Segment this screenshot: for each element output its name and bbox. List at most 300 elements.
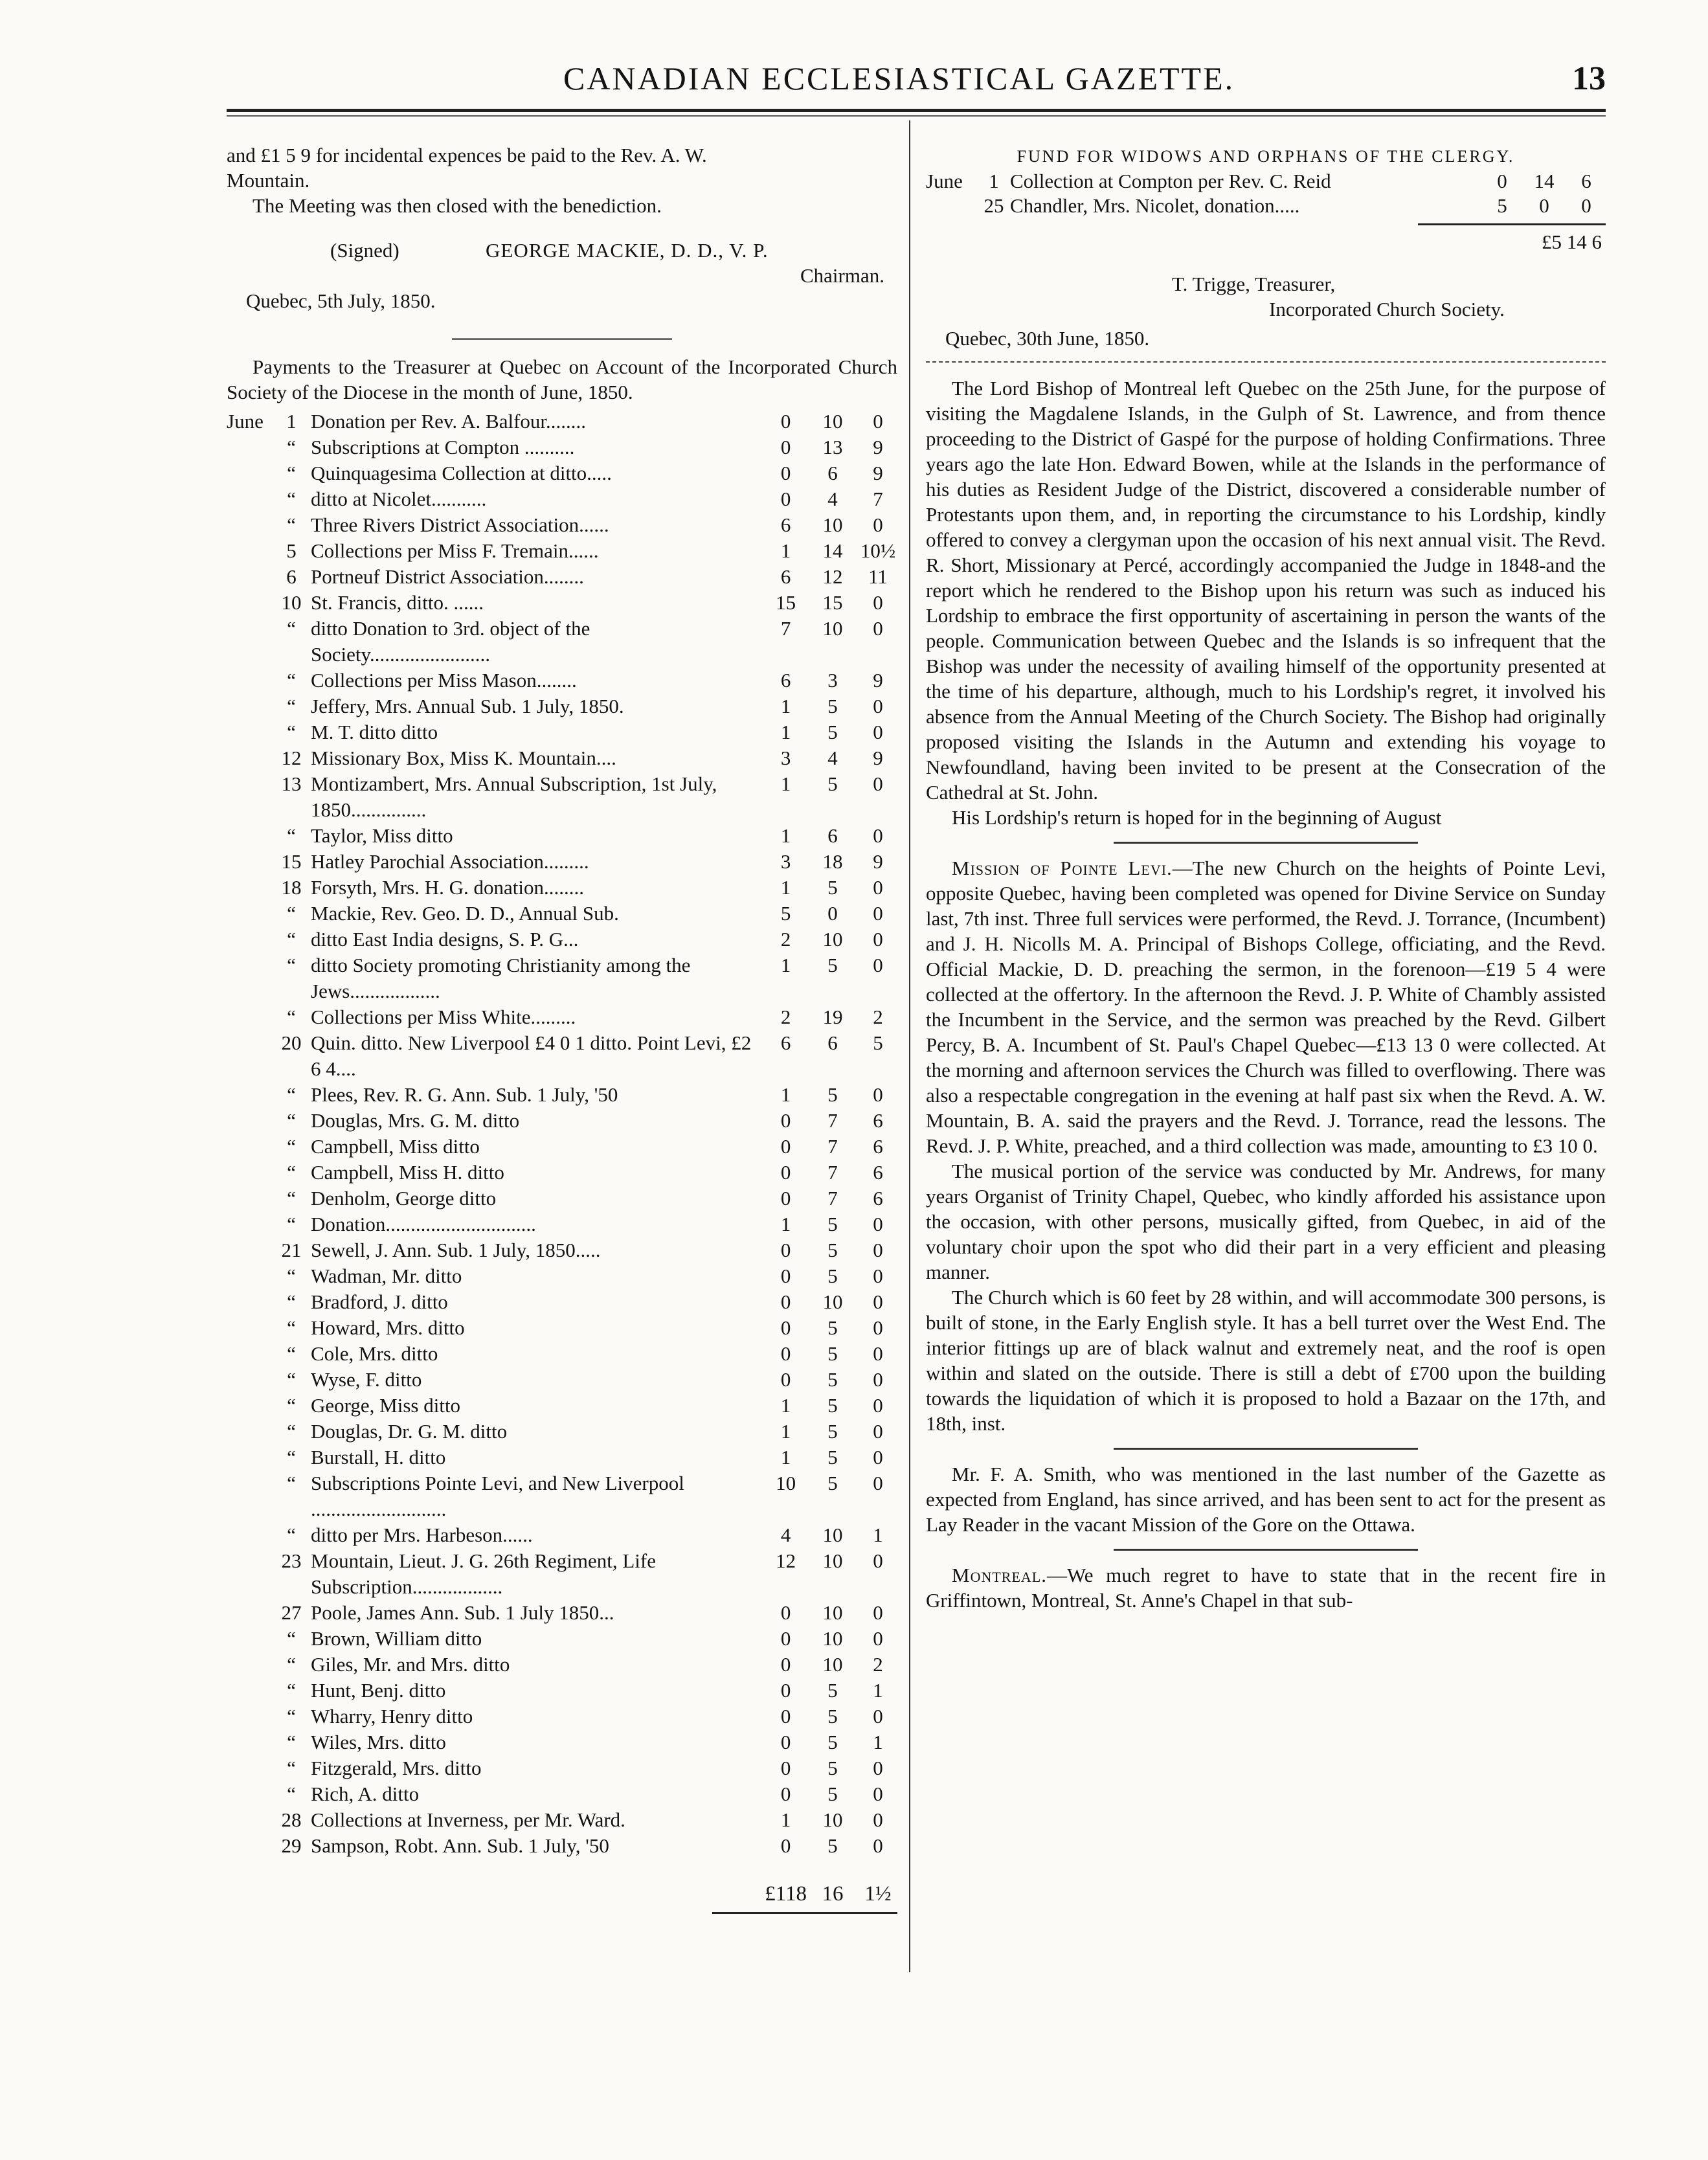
ledger-pounds: 0 xyxy=(780,1316,791,1339)
ledger-shillings: 5 xyxy=(827,1783,838,1805)
ledger-row xyxy=(227,1729,897,1755)
ledger-day: 29 xyxy=(281,1834,302,1857)
ledger-month xyxy=(227,1030,272,1082)
ledger-shillings: 5 xyxy=(827,1757,838,1779)
ledger-description: Donation per Rev. A. Balfour........ xyxy=(311,410,587,433)
ledger-month xyxy=(227,901,272,927)
ledger-day: “ xyxy=(287,1342,296,1365)
ledger-pounds: 1 xyxy=(780,1808,791,1831)
levi-body: —The new Church on the heights of Pointe Levi, opposite Quebec, having been completed was opened for Divine Service on Sunday last, 7th inst. Three full services were performed, the Revd. J. Torrance, (Incumbent) and J. H. Nicolls M. A. Principal of Bishops College, officiating, and the Revd. Official Mackie, D. D. preaching the sermon, in the forenoon—£19 5 4 were collected at the offertory. In the afternoon the Revd. J. P. White of Chambly assisted the Incumbent in the Service, and the sermon was preached by the Revd. Gilbert Percy, B. A. Incumbent of St. Paul's Chapel Quebec—£13 13 0 were collected. At the morning and afternoon services the Church was filled to overflowing. There was also a respectable congregation in the evening at half past six when the Revd. A. W. Mountain, B. A. said the prayers and the Revd. J. Torrance, read the lessons. The Revd. J. P. White, preached, and a third collection was made, amounting to £3 10 0. xyxy=(926,857,1606,1157)
ledger-month xyxy=(227,1807,272,1833)
ledger-shillings: 5 xyxy=(827,1731,838,1753)
ledger-row xyxy=(227,1134,897,1160)
fund-description: Collection at Compton per Rev. C. Reid xyxy=(1010,170,1331,192)
ledger-shillings: 13 xyxy=(822,436,843,458)
ledger-pounds: 1 xyxy=(780,1446,791,1468)
ledger-row xyxy=(227,1470,897,1522)
ledger-month xyxy=(227,486,272,512)
ledger-row xyxy=(227,823,897,849)
fund-day: 25 xyxy=(983,194,1004,217)
ledger-description: Sampson, Robt. Ann. Sub. 1 July, '50 xyxy=(311,1834,609,1857)
ledger-row xyxy=(227,719,897,745)
ledger-row xyxy=(227,1652,897,1678)
ledger-pence: 0 xyxy=(873,928,883,951)
ledger-shillings: 10 xyxy=(822,410,843,433)
ledger-shillings: 5 xyxy=(827,1368,838,1391)
ledger-month xyxy=(227,952,272,1004)
ledger-pence: 0 xyxy=(873,1757,883,1779)
ledger-pounds: 0 xyxy=(780,410,791,433)
ledger-shillings: 0 xyxy=(827,902,838,925)
ledger-pounds: 1 xyxy=(780,876,791,899)
ledger-row xyxy=(227,1548,897,1600)
ledger-day: “ xyxy=(287,1627,296,1650)
ledger-shillings: 10 xyxy=(822,1290,843,1313)
ledger-month xyxy=(227,460,272,486)
ledger-pounds: 0 xyxy=(780,1109,791,1132)
ledger-day: 18 xyxy=(281,876,302,899)
ledger-pounds: 7 xyxy=(780,617,791,640)
ledger-row xyxy=(227,1108,897,1134)
ledger-pounds: 6 xyxy=(780,513,791,536)
ledger-shillings: 12 xyxy=(822,565,843,588)
ledger-shillings: 5 xyxy=(827,1705,838,1727)
ledger-description: ditto per Mrs. Harbeson...... xyxy=(311,1524,533,1546)
ledger-pence: 10½ xyxy=(860,539,896,562)
ledger-shillings: 7 xyxy=(827,1187,838,1209)
ledger-pounds: 0 xyxy=(780,1653,791,1676)
ledger-pounds: 12 xyxy=(776,1549,796,1572)
ledger-row xyxy=(227,409,897,434)
ledger-row xyxy=(227,668,897,693)
ledger-month xyxy=(227,1237,272,1263)
ledger-description: Wharry, Henry ditto xyxy=(311,1705,473,1727)
ledger-pence: 6 xyxy=(873,1135,883,1158)
ledger-shillings: 3 xyxy=(827,669,838,692)
ledger-description: Collections per Miss F. Tremain...... xyxy=(311,539,599,562)
ledger-description: Quinquagesima Collection at ditto..... xyxy=(311,462,612,484)
ledger-description: Bradford, J. ditto xyxy=(311,1290,448,1313)
ledger-day: “ xyxy=(287,1368,296,1391)
ledger-pounds: 6 xyxy=(780,669,791,692)
ledger-day: “ xyxy=(287,1420,296,1443)
ledger-pounds: 0 xyxy=(780,1757,791,1779)
ledger-day: 6 xyxy=(286,565,297,588)
ledger-month xyxy=(227,1704,272,1729)
ledger-description: Collections at Inverness, per Mr. Ward. xyxy=(311,1808,625,1831)
ledger-shillings: 5 xyxy=(827,772,838,795)
ledger-pence: 11 xyxy=(868,565,888,588)
ledger-pence: 0 xyxy=(873,1083,883,1106)
ledger-description: Fitzgerald, Mrs. ditto xyxy=(311,1757,482,1779)
ledger-month xyxy=(227,1134,272,1160)
ledger-row xyxy=(227,927,897,952)
ledger-pounds: 6 xyxy=(780,565,791,588)
header-rule xyxy=(227,109,1606,112)
ledger-pence: 0 xyxy=(873,954,883,976)
ledger-day: “ xyxy=(287,1109,296,1132)
ledger-description: Giles, Mr. and Mrs. ditto xyxy=(311,1653,510,1676)
ledger-total-row xyxy=(227,1859,897,1907)
fund-row xyxy=(926,194,1606,218)
ledger-pence: 0 xyxy=(873,772,883,795)
ledger-description: Poole, James Ann. Sub. 1 July 1850... xyxy=(311,1601,614,1624)
intro-line-2: Mountain. xyxy=(227,169,310,192)
ledger-pounds: 1 xyxy=(780,1083,791,1106)
ledger-row xyxy=(227,1160,897,1186)
ledger-row xyxy=(227,1030,897,1082)
ledger-month xyxy=(227,1367,272,1393)
ledger-pence: 6 xyxy=(873,1161,883,1184)
section-rule xyxy=(1114,1549,1418,1551)
ledger-day: 10 xyxy=(281,591,302,614)
bishop-paragraph: The Lord Bishop of Montreal left Quebec on the 25th June, for the purpose of visiting the Magdalene Islands, in the Gulph of St. Lawrence, and from thence proceeding to the District of Gaspé for the purpose of holding Confirmations. Three years ago the late Hon. Edward Bowen, while at the Islands in the performance of his duties as Resident Judge of the District, discovered a considerable number of Protestants upon them, and, in reporting the circumstance to his Lordship, kindly offered to convey a clergyman upon the occasion of his next annual visit. The Revd. R. Short, Missionary at Percé, accordingly accompanied the Judge in 1848-and the report which he rendered to the Bishop upon his return was such as induced his Lordship to embrace the first opportunity of ascertaining in person the wants of the people. Communication between Quebec and the Islands is so infrequent that the Bishop was under the necessity of availing himself of the opportunity presented at the time of his departure, although, much to his Lordship's regret, it involved his absence from the Annual Meeting of the Church Society. The Bishop had originally proposed visiting the Islands in the Autumn and extending his voyage to Newfoundland, having been invited to be present at the Consecration of the Cathedral at St. John. xyxy=(926,377,1606,804)
ledger-pounds: 2 xyxy=(780,928,791,951)
ledger-row xyxy=(227,1781,897,1807)
ledger-day: “ xyxy=(287,488,296,510)
ledger-row xyxy=(227,1315,897,1341)
ledger-shillings: 5 xyxy=(827,1394,838,1417)
ledger-description: Three Rivers District Association...... xyxy=(311,513,609,536)
ledger-day: 28 xyxy=(281,1808,302,1831)
total-pence: 1½ xyxy=(864,1882,892,1906)
ledger-row xyxy=(227,849,897,875)
place-date: Quebec, 5th July, 1850. xyxy=(246,289,436,312)
ledger-pence: 1 xyxy=(873,1731,883,1753)
ledger-shillings: 4 xyxy=(827,747,838,769)
ledger-description: George, Miss ditto xyxy=(311,1394,461,1417)
ledger-month xyxy=(227,1211,272,1237)
intro-line: and £1 5 9 for incidental expences be paid to the Rev. A. W. xyxy=(227,144,707,166)
ledger-day: “ xyxy=(287,1316,296,1339)
ledger-pounds: 0 xyxy=(780,488,791,510)
ledger-month xyxy=(227,1729,272,1755)
ledger-pounds: 1 xyxy=(780,695,791,717)
page-number: 13 xyxy=(1572,60,1606,97)
fund-shillings: 0 xyxy=(1539,194,1549,217)
ledger-month xyxy=(227,1341,272,1367)
ledger-pounds: 1 xyxy=(780,1213,791,1235)
ledger-month xyxy=(227,693,272,719)
ledger-month xyxy=(227,538,272,564)
total-rule xyxy=(712,1912,897,1914)
ledger-pounds: 0 xyxy=(780,1368,791,1391)
ledger-pounds: 0 xyxy=(780,1342,791,1365)
header-rule-thin xyxy=(227,115,1606,117)
ledger-row xyxy=(227,486,897,512)
ledger-day: “ xyxy=(287,1705,296,1727)
ledger-pence: 0 xyxy=(873,902,883,925)
ledger-row xyxy=(227,1755,897,1781)
ledger-month xyxy=(227,1263,272,1289)
ledger-row xyxy=(227,1211,897,1237)
fund-pounds: 0 xyxy=(1497,170,1507,192)
ledger-description: Subscriptions Pointe Levi, and New Liverpool ........................... xyxy=(311,1472,684,1520)
ledger-month xyxy=(227,1470,272,1522)
ledger-description: M. T. ditto ditto xyxy=(311,721,438,743)
ledger-shillings: 10 xyxy=(822,1808,843,1831)
section-rule xyxy=(1114,1448,1418,1450)
ledger-description: Missionary Box, Miss K. Mountain.... xyxy=(311,747,616,769)
ledger-shillings: 5 xyxy=(827,1834,838,1857)
ledger-shillings: 10 xyxy=(822,617,843,640)
ledger-shillings: 5 xyxy=(827,721,838,743)
ledger-shillings: 4 xyxy=(827,488,838,510)
ledger-pence: 0 xyxy=(873,1627,883,1650)
ledger-description: Hatley Parochial Association......... xyxy=(311,850,589,873)
ledger-day: “ xyxy=(287,1083,296,1106)
ledger-description: Quin. ditto. New Liverpool £4 0 1 ditto. Point Levi, £2 6 4.... xyxy=(311,1031,752,1080)
ledger-pounds: 0 xyxy=(780,1161,791,1184)
ledger-pounds: 0 xyxy=(780,1239,791,1261)
ledger-month xyxy=(227,434,272,460)
ledger-pounds: 0 xyxy=(780,436,791,458)
ledger-day: “ xyxy=(287,462,296,484)
ledger-month xyxy=(227,1548,272,1600)
ledger-pence: 0 xyxy=(873,1446,883,1468)
treasurer-block xyxy=(926,271,1606,351)
ledger-day: 27 xyxy=(281,1601,302,1624)
ledger-month xyxy=(227,823,272,849)
ledger-shillings: 10 xyxy=(822,1601,843,1624)
ledger-description: St. Francis, ditto. ...... xyxy=(311,591,484,614)
ledger-description: Denholm, George ditto xyxy=(311,1187,497,1209)
ledger-pounds: 3 xyxy=(780,850,791,873)
ledger-day: “ xyxy=(287,902,296,925)
ledger-description: Subscriptions at Compton .......... xyxy=(311,436,575,458)
ledger-description: Portneuf District Association........ xyxy=(311,565,584,588)
fund-ledger xyxy=(926,169,1606,218)
ledger-month xyxy=(227,1108,272,1134)
total-shillings: 16 xyxy=(822,1882,844,1906)
ledger-month xyxy=(227,771,272,823)
ledger-month xyxy=(227,1522,272,1548)
ledger-row xyxy=(227,1704,897,1729)
ledger-pounds: 4 xyxy=(780,1524,791,1546)
ledger-description: Rich, A. ditto xyxy=(311,1783,420,1805)
ledger-row xyxy=(227,1678,897,1704)
ledger-month xyxy=(227,564,272,590)
ledger-pence: 0 xyxy=(873,1368,883,1391)
ledger-day: “ xyxy=(287,617,296,640)
ledger-shillings: 5 xyxy=(827,1239,838,1261)
ledger-pence: 0 xyxy=(873,1601,883,1624)
ledger-pounds: 0 xyxy=(780,1705,791,1727)
ledger-pence: 0 xyxy=(873,1808,883,1831)
ledger-day: 1 xyxy=(286,410,297,433)
ledger-pounds: 15 xyxy=(776,591,796,614)
ledger-description: Brown, William ditto xyxy=(311,1627,482,1650)
ledger-pounds: 0 xyxy=(780,1135,791,1158)
ledger-row xyxy=(227,1263,897,1289)
ledger-shillings: 6 xyxy=(827,824,838,847)
ledger-month xyxy=(227,1652,272,1678)
ledger-month xyxy=(227,849,272,875)
ledger-row xyxy=(227,693,897,719)
ledger-shillings: 10 xyxy=(822,513,843,536)
ledger-row xyxy=(227,1004,897,1030)
ledger-pounds: 3 xyxy=(780,747,791,769)
music-paragraph: The musical portion of the service was conducted by Mr. Andrews, for many years Organist of Trinity Chapel, Quebec, who kindly afforded his assistance upon the occasion, with other persons, musically gifted, from Quebec, in aid of the voluntary choir upon the spot who did their part in a very efficient and pleasing manner. xyxy=(926,1160,1606,1283)
ledger-row xyxy=(227,512,897,538)
ledger-shillings: 7 xyxy=(827,1109,838,1132)
ledger-shillings: 6 xyxy=(827,1031,838,1054)
ledger-pence: 0 xyxy=(873,1783,883,1805)
ledger-day: “ xyxy=(287,1006,296,1028)
treasurer-org: Incorporated Church Society. xyxy=(1269,298,1505,321)
ledger-shillings: 18 xyxy=(822,850,843,873)
signed-role: Chairman. xyxy=(800,264,884,287)
left-column xyxy=(227,142,897,1914)
ledger-description: Mountain, Lieut. J. G. 26th Regiment, Life Subscription.................. xyxy=(311,1549,656,1598)
ledger-pence: 0 xyxy=(873,1290,883,1313)
fund-month: June xyxy=(926,170,963,192)
ledger-row xyxy=(227,1419,897,1445)
ledger-row xyxy=(227,1626,897,1652)
ledger-shillings: 6 xyxy=(827,462,838,484)
ledger-pence: 6 xyxy=(873,1109,883,1132)
ledger-description: Montizambert, Mrs. Annual Subscription, 1st July, 1850............... xyxy=(311,772,717,821)
ledger-pence: 9 xyxy=(873,850,883,873)
smith-paragraph: Mr. F. A. Smith, who was mentioned in the last number of the Gazette as expected from England, has since arrived, and has been sent to act for the present as Lay Reader in the vacant Mission of the Gore on the Ottawa. xyxy=(926,1463,1606,1536)
ledger-day: “ xyxy=(287,1524,296,1546)
closing-line: The Meeting was then closed with the benediction. xyxy=(253,194,662,217)
ledger-description: Campbell, Miss ditto xyxy=(311,1135,480,1158)
ledger-description: Wiles, Mrs. ditto xyxy=(311,1731,446,1753)
signature-line xyxy=(227,238,897,263)
ledger-description: Taylor, Miss ditto xyxy=(311,824,453,847)
treasurer-name: T. Trigge, Treasurer, xyxy=(1172,273,1336,295)
ledger-row xyxy=(227,1393,897,1419)
levi-heading: Mission of Pointe Levi. xyxy=(952,857,1173,879)
ledger-day: “ xyxy=(287,1394,296,1417)
ledger-shillings: 5 xyxy=(827,1213,838,1235)
ledger-row xyxy=(227,875,897,901)
ledger-day: “ xyxy=(287,1757,296,1779)
ledger-month xyxy=(227,1626,272,1652)
ledger-day: “ xyxy=(287,1446,296,1468)
fund-rule xyxy=(1418,223,1606,225)
ledger-description: ditto Donation to 3rd. object of the Society........................ xyxy=(311,617,590,666)
fund-row xyxy=(926,169,1606,194)
payments-heading: Payments to the Treasurer at Quebec on Account of the Incorporated Church Society of the Diocese in the month of June, 1850. xyxy=(227,355,897,403)
ledger-row xyxy=(227,1445,897,1470)
section-rule xyxy=(1114,842,1418,844)
ledger-description: Burstall, H. ditto xyxy=(311,1446,446,1468)
ledger-pounds: 0 xyxy=(780,1834,791,1857)
ledger-pounds: 1 xyxy=(780,772,791,795)
ledger-pounds: 5 xyxy=(780,902,791,925)
ledger-month xyxy=(227,1600,272,1626)
ledger-day: “ xyxy=(287,513,296,536)
ledger-pounds: 0 xyxy=(780,1627,791,1650)
ledger-shillings: 10 xyxy=(822,1627,843,1650)
ledger-day: “ xyxy=(287,1161,296,1184)
ledger-pounds: 1 xyxy=(780,1394,791,1417)
ledger-day: “ xyxy=(287,1783,296,1805)
ledger-description: Campbell, Miss H. ditto xyxy=(311,1161,504,1184)
ledger-month xyxy=(227,1004,272,1030)
ledger-day: “ xyxy=(287,954,296,976)
right-column xyxy=(926,142,1606,1613)
ledger-month xyxy=(227,512,272,538)
ledger-month xyxy=(227,1186,272,1211)
ledger-month xyxy=(227,1678,272,1704)
ledger-month xyxy=(227,590,272,616)
ledger-pence: 0 xyxy=(873,876,883,899)
signed-label: (Signed) xyxy=(330,239,399,262)
ledger-day: “ xyxy=(287,1679,296,1702)
ledger-pence: 9 xyxy=(873,462,883,484)
ledger-pence: 0 xyxy=(873,721,883,743)
ledger-pounds: 0 xyxy=(780,1265,791,1287)
montreal-heading: Montreal. xyxy=(952,1564,1047,1586)
ledger-row xyxy=(227,771,897,823)
ledger-pence: 9 xyxy=(873,747,883,769)
ledger-pence: 0 xyxy=(873,1394,883,1417)
ledger-day: “ xyxy=(287,669,296,692)
ledger-row xyxy=(227,434,897,460)
ledger-description: Donation.............................. xyxy=(311,1213,536,1235)
ledger-description: Collections per Miss Mason........ xyxy=(311,669,577,692)
ledger-row xyxy=(227,1833,897,1859)
ledger-pounds: 0 xyxy=(780,1783,791,1805)
church-paragraph: The Church which is 60 feet by 28 within, and will accommodate 300 persons, is built of stone, in the Early English style. It has a bell turret over the West End. The interior fittings up are of black walnut and extremely neat, and the roof is open within and slated on the outside. There is still a debt of £700 upon the building towards the liquidation of which it is proposed to hold a Bazaar on the 17th, and 18th, inst. xyxy=(926,1286,1606,1435)
ledger-description: Forsyth, Mrs. H. G. donation........ xyxy=(311,876,584,899)
ledger-description: ditto at Nicolet........... xyxy=(311,488,487,510)
ledger-month xyxy=(227,1289,272,1315)
ledger-pence: 1 xyxy=(873,1524,883,1546)
ledger-shillings: 10 xyxy=(822,928,843,951)
ledger-description: Sewell, J. Ann. Sub. 1 July, 1850..... xyxy=(311,1239,601,1261)
ledger-row xyxy=(227,460,897,486)
ledger-pence: 9 xyxy=(873,669,883,692)
ledger-pounds: 1 xyxy=(780,1420,791,1443)
ledger-month xyxy=(227,927,272,952)
ledger-pence: 0 xyxy=(873,1420,883,1443)
ledger-shillings: 5 xyxy=(827,1472,838,1494)
ledger-pounds: 0 xyxy=(780,1601,791,1624)
ledger-description: Collections per Miss White......... xyxy=(311,1006,576,1028)
ledger-pence: 0 xyxy=(873,1834,883,1857)
fund-pounds: 5 xyxy=(1497,194,1507,217)
fund-description: Chandler, Mrs. Nicolet, donation..... xyxy=(1010,194,1300,217)
section-rule xyxy=(452,333,672,340)
ledger-pounds: 10 xyxy=(776,1472,796,1494)
ledger-day: “ xyxy=(287,1472,296,1494)
ledger-day: “ xyxy=(287,695,296,717)
ledger-month xyxy=(227,1833,272,1859)
ledger-description: Wadman, Mr. ditto xyxy=(311,1265,462,1287)
ledger-day: “ xyxy=(287,436,296,458)
ledger-row xyxy=(227,1522,897,1548)
fund-pence: 0 xyxy=(1581,194,1591,217)
ledger-month xyxy=(227,668,272,693)
ledger-month xyxy=(227,745,272,771)
ledger-month xyxy=(227,1082,272,1108)
ledger-pence: 0 xyxy=(873,591,883,614)
payments-ledger xyxy=(227,409,897,1907)
ledger-row xyxy=(227,901,897,927)
montreal-paragraph xyxy=(926,1562,1606,1613)
ledger-row xyxy=(227,564,897,590)
ledger-row xyxy=(227,1807,897,1833)
column-divider xyxy=(909,120,910,1972)
ledger-month xyxy=(227,875,272,901)
ledger-shillings: 5 xyxy=(827,695,838,717)
ledger-row xyxy=(227,616,897,668)
fund-total: £5 14 6 xyxy=(1542,231,1602,253)
